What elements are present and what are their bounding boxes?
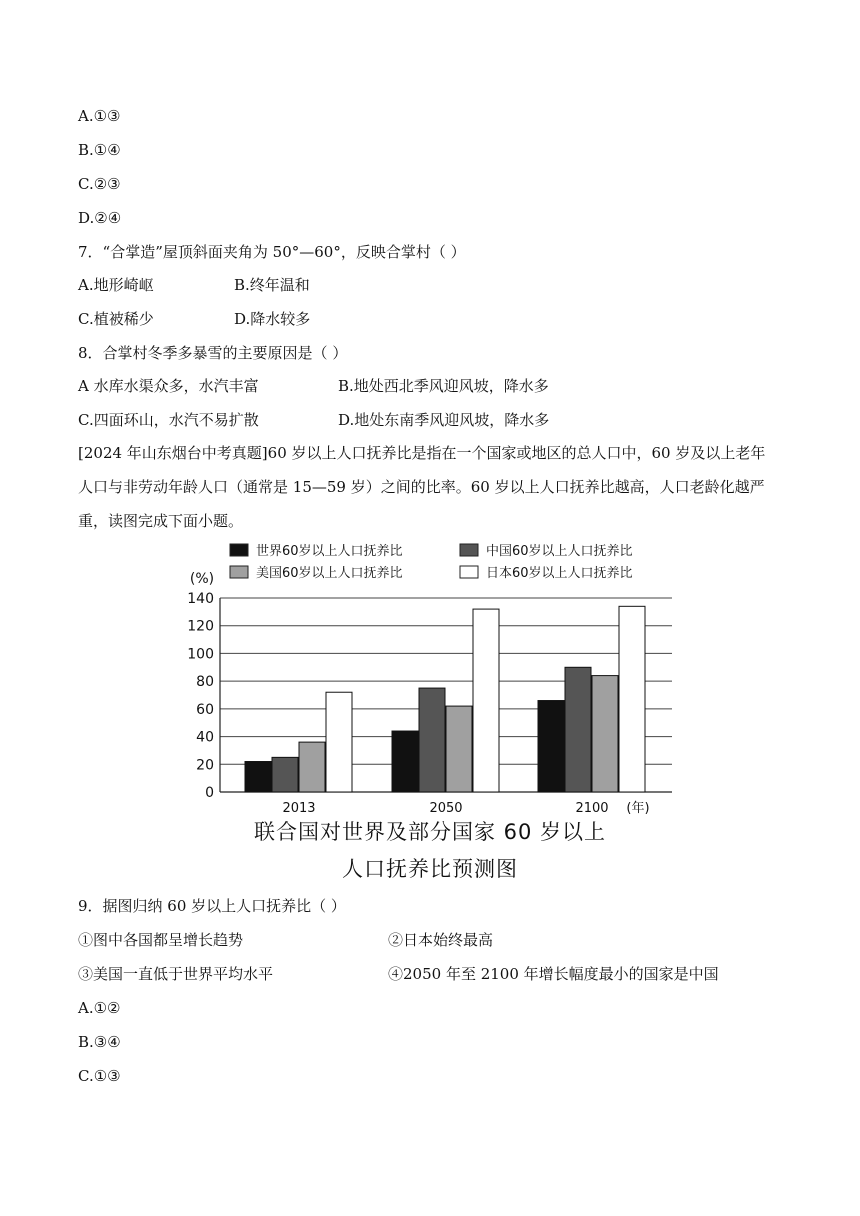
bar-2013-0 bbox=[245, 762, 271, 792]
q9-statement-1: ①图中各国都呈增长趋势 bbox=[78, 931, 244, 949]
legend-label-3: 日本60岁以上人口抚养比 bbox=[486, 566, 633, 581]
q7-option-a: A.地形崎岖 bbox=[78, 276, 154, 294]
q9-option-a: A.①② bbox=[78, 999, 121, 1017]
bar-2050-0 bbox=[392, 731, 418, 792]
y-tick-label: 100 bbox=[187, 646, 214, 663]
legend-swatch-2 bbox=[230, 566, 248, 578]
bar-2100-0 bbox=[538, 701, 564, 792]
legend-label-1: 中国60岁以上人口抚养比 bbox=[486, 544, 633, 559]
x-tick-label: 2100 bbox=[575, 801, 609, 816]
q9-statement-4: ④2050 年至 2100 年增长幅度最小的国家是中国 bbox=[388, 965, 719, 983]
y-tick-label: 0 bbox=[205, 785, 214, 801]
bar-2100-2 bbox=[592, 676, 618, 792]
q6-option-d: D.②④ bbox=[78, 209, 122, 227]
q8-option-c: C.四面环山，水汽不易扩散 bbox=[78, 411, 259, 429]
q7-stem: 7．“合掌造”屋顶斜面夹角为 50°—60°，反映合掌村（ ） bbox=[78, 243, 466, 261]
y-axis-unit: (%) bbox=[189, 571, 215, 587]
q9-statement-3: ③美国一直低于世界平均水平 bbox=[78, 965, 274, 983]
q8-option-d: D.地处东南季风迎风坡，降水多 bbox=[338, 411, 550, 429]
intro-paragraph: [2024 年山东烟台中考真题]60 岁以上人口抚养比是指在一个国家或地区的总人口中，60 岁及以上老年人口与非劳动年龄人口（通常是 15—59 岁）之间的比率。60 岁以上人口抚养比越高，人口老龄化越严重，读图完成下面小题。 bbox=[78, 444, 766, 530]
chart-caption-line1: 联合国对世界及部分国家 60 岁以上 bbox=[253, 820, 607, 844]
q6-option-b: B.①④ bbox=[78, 141, 121, 159]
y-tick-label: 140 bbox=[187, 591, 214, 607]
bar-2013-2 bbox=[299, 742, 325, 792]
legend-swatch-1 bbox=[460, 544, 478, 556]
bar-2050-3 bbox=[473, 609, 499, 792]
legend-swatch-0 bbox=[230, 544, 248, 556]
y-tick-label: 20 bbox=[196, 757, 214, 774]
q6-option-c: C.②③ bbox=[78, 175, 121, 193]
legend-swatch-3 bbox=[460, 566, 478, 578]
q8-option-b: B.地处西北季风迎风坡，降水多 bbox=[338, 377, 549, 395]
legend-label-0: 世界60岁以上人口抚养比 bbox=[256, 544, 403, 559]
q9-option-c: C.①③ bbox=[78, 1067, 121, 1085]
bar-2100-1 bbox=[565, 667, 591, 792]
bar-2013-1 bbox=[272, 757, 298, 792]
q8-option-a: A 水库水渠众多，水汽丰富 bbox=[78, 377, 259, 395]
q9-stem: 9．据图归纳 60 岁以上人口抚养比（ ） bbox=[78, 897, 346, 915]
y-tick-label: 40 bbox=[196, 729, 214, 746]
chart-caption-line2: 人口抚养比预测图 bbox=[342, 857, 518, 881]
y-tick-label: 80 bbox=[196, 674, 214, 691]
bar-2100-3 bbox=[619, 606, 645, 792]
bar-2050-2 bbox=[446, 706, 472, 792]
q9-statement-2: ②日本始终最高 bbox=[388, 931, 494, 949]
q6-option-a: A.①③ bbox=[78, 107, 121, 125]
x-tick-label: 2013 bbox=[282, 801, 316, 816]
bar-2013-3 bbox=[326, 692, 352, 792]
q9-option-b: B.③④ bbox=[78, 1033, 121, 1051]
legend-label-2: 美国60岁以上人口抚养比 bbox=[256, 566, 403, 581]
bar-chart bbox=[160, 540, 700, 820]
bar-2050-1 bbox=[419, 688, 445, 792]
q7-option-d: D.降水较多 bbox=[234, 310, 311, 328]
y-tick-label: 60 bbox=[196, 701, 214, 718]
x-axis-unit: (年) bbox=[626, 801, 650, 816]
q7-option-c: C.植被稀少 bbox=[78, 310, 154, 328]
q8-stem: 8．合掌村冬季多暴雪的主要原因是（ ） bbox=[78, 344, 348, 362]
x-tick-label: 2050 bbox=[429, 801, 463, 816]
y-tick-label: 120 bbox=[187, 618, 214, 635]
q7-option-b: B.终年温和 bbox=[234, 276, 310, 294]
